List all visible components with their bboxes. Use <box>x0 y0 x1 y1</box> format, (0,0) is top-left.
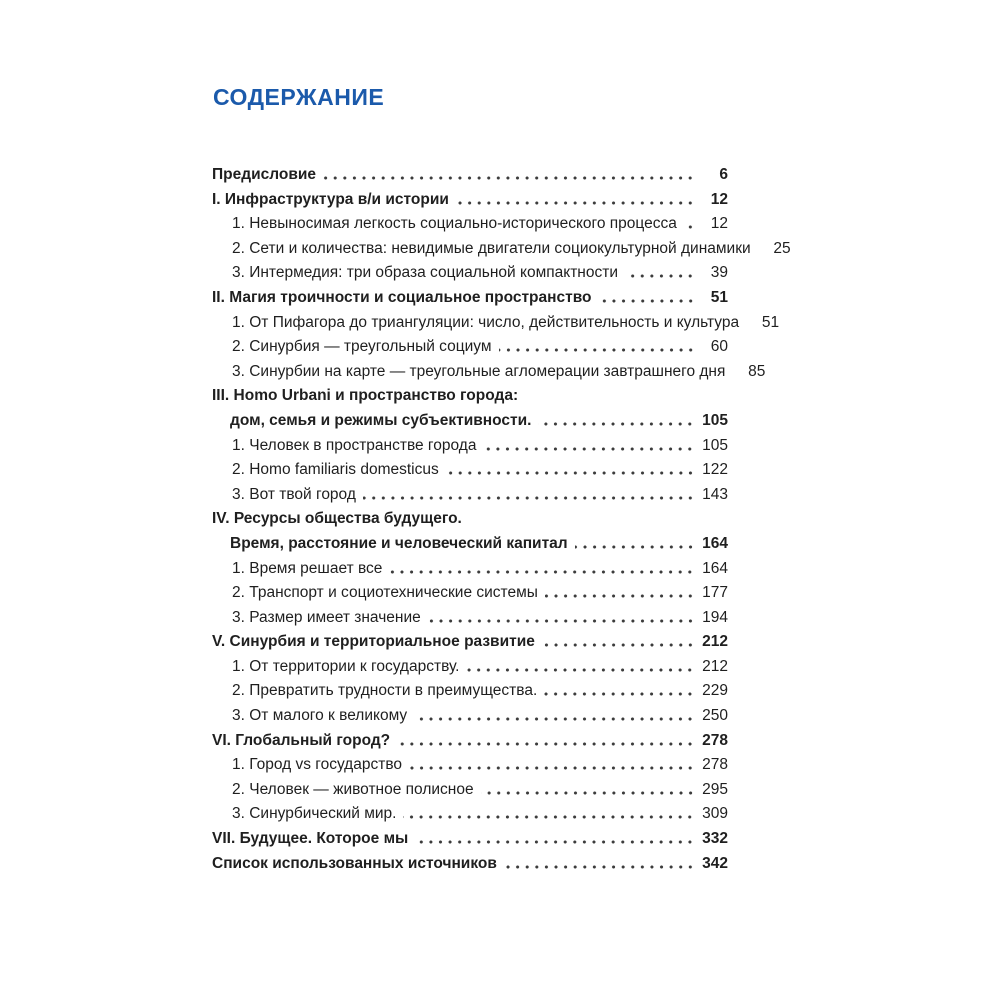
toc-entry <box>212 585 728 601</box>
toc-entry <box>212 167 728 183</box>
toc-entry-page: 278 <box>702 756 728 774</box>
toc-entry-label: 2. Сети и количества: невидимые двигатели социокультурной динамики <box>232 239 751 257</box>
dot-leader <box>599 299 695 303</box>
toc-entry <box>212 659 728 675</box>
toc-entry-page: 85 <box>748 362 766 380</box>
toc-entry-page: 342 <box>702 854 728 872</box>
toc-entry-page: 39 <box>710 264 728 282</box>
toc-entry <box>212 487 728 503</box>
toc-entry-page: 143 <box>702 485 728 503</box>
dot-leader <box>545 594 695 598</box>
toc-entry-page: 25 <box>773 239 791 257</box>
toc-entry-label: 1. Невыносимая легкость социально-исторического процесса <box>232 215 677 233</box>
toc-entry-label: 2. Homo familiaris domesticus <box>232 461 439 479</box>
dot-leader <box>389 570 695 574</box>
toc-entry <box>212 239 791 257</box>
dot-leader <box>323 176 695 180</box>
toc-entry-label: 1. Город vs государство <box>232 756 403 774</box>
toc-entry <box>212 362 766 380</box>
toc-content <box>212 84 791 880</box>
dot-leader <box>428 619 695 623</box>
toc-entry <box>212 339 728 355</box>
dot-leader <box>481 791 695 795</box>
toc-entry-page: 51 <box>761 313 780 331</box>
toc-entry <box>212 831 728 847</box>
dot-leader <box>504 865 695 869</box>
toc-entry-label: V. Синурбия и территориальное развитие <box>212 633 535 651</box>
toc-entry-page: 60 <box>710 338 728 356</box>
toc-entry <box>212 634 728 650</box>
toc-entry <box>212 462 728 478</box>
dot-leader <box>542 643 695 647</box>
toc-entry <box>212 757 728 773</box>
toc-entry-page: 177 <box>702 584 728 602</box>
dot-leader <box>625 274 695 278</box>
dot-leader <box>446 471 695 475</box>
toc-entry <box>212 782 728 798</box>
toc-entry-label: 1. От Пифагора до триангуляции: число, действительность и культура <box>232 313 740 331</box>
dot-leader <box>397 742 695 746</box>
page-title: СОДЕРЖАНИЕ <box>213 84 385 110</box>
toc-entry-label: 1. От территории к государству. <box>232 657 460 675</box>
toc-entry <box>212 192 728 208</box>
toc-entry-label: 1. Время решает все <box>232 559 383 577</box>
toc-entry <box>212 511 728 527</box>
toc-entry-page: 194 <box>702 608 728 626</box>
toc-entry-page: 212 <box>702 657 728 675</box>
dot-leader <box>499 348 696 352</box>
table-of-contents <box>212 166 791 872</box>
toc-entry-page: 122 <box>702 461 728 479</box>
toc-entry-page: 12 <box>710 215 728 233</box>
toc-entry-label: VII. Будущее. Которое мы <box>212 830 409 848</box>
toc-entry <box>212 733 728 749</box>
toc-entry-label: 3. От малого к великому <box>232 707 408 725</box>
dot-leader <box>456 201 695 205</box>
toc-entry-page: 164 <box>702 559 728 577</box>
toc-entry-label: 3. Размер имеет значение <box>232 608 421 626</box>
toc-entry-page: 212 <box>702 633 728 651</box>
toc-entry-page: 250 <box>702 707 728 725</box>
toc-entry-page: 12 <box>710 190 728 208</box>
dot-leader <box>409 766 695 770</box>
toc-entry-label: Время, расстояние и человеческий капитал <box>230 534 568 552</box>
toc-entry-page: 164 <box>702 534 728 552</box>
toc-entry-page: 309 <box>702 805 728 823</box>
toc-entry-label: Предисловие <box>212 166 317 183</box>
toc-entry <box>212 313 780 331</box>
toc-entry-page: 295 <box>702 780 728 798</box>
toc-entry-label: 3. Вот твой город <box>232 485 356 503</box>
toc-entry-page: 6 <box>719 166 728 183</box>
dot-leader <box>684 225 695 229</box>
toc-entry-label: Список использованных источников <box>212 854 497 872</box>
toc-entry-page: 51 <box>710 288 728 306</box>
dot-leader <box>403 815 695 819</box>
toc-entry <box>212 413 728 429</box>
toc-entry-label: 3. Синурбический мир. <box>232 805 397 823</box>
toc-entry <box>212 265 728 281</box>
toc-entry <box>212 290 728 306</box>
toc-entry-label: I. Инфраструктура в/и истории <box>212 190 449 208</box>
toc-entry <box>212 536 728 552</box>
toc-entry <box>212 610 728 626</box>
toc-entry <box>212 438 728 454</box>
toc-entry <box>212 683 728 699</box>
toc-entry-label: VI. Глобальный город? <box>212 731 391 749</box>
dot-leader <box>544 692 695 696</box>
toc-entry-label: 2. Синурбия — треугольный социум <box>232 338 492 356</box>
toc-entry-label: 2. Превратить трудности в преимущества. <box>232 682 538 700</box>
toc-entry <box>212 216 728 232</box>
toc-entry-label: 1. Человек в пространстве города <box>232 436 477 454</box>
dot-leader <box>466 668 695 672</box>
dot-leader <box>538 422 695 426</box>
toc-entry-label: III. Homo Urbani и пространство города: <box>212 387 519 405</box>
toc-entry-label: IV. Ресурсы общества будущего. <box>212 510 462 528</box>
toc-entry <box>212 856 728 872</box>
toc-entry <box>212 388 728 404</box>
toc-entry-page: 105 <box>702 436 728 454</box>
toc-entry-label: 3. Интермедия: три образа социальной компактности <box>232 264 618 282</box>
dot-leader <box>363 496 695 500</box>
toc-entry-label: 3. Синурбии на карте — треугольные агломерации завтрашнего дня <box>232 362 726 380</box>
toc-entry <box>212 561 728 577</box>
dot-leader <box>483 447 695 451</box>
toc-entry <box>212 708 728 724</box>
toc-entry-label: 2. Человек — животное полисное <box>232 780 474 798</box>
dot-leader <box>575 545 695 549</box>
toc-entry <box>212 806 728 822</box>
toc-entry-label: II. Магия троичности и социальное пространство <box>212 288 592 306</box>
toc-entry-label: дом, семья и режимы субъективности. <box>230 411 532 429</box>
dot-leader <box>414 717 695 721</box>
toc-entry-page: 105 <box>702 411 728 429</box>
toc-entry-page: 229 <box>702 682 728 700</box>
toc-entry-page: 278 <box>702 731 728 749</box>
dot-leader <box>415 840 695 844</box>
toc-entry-label: 2. Транспорт и социотехнические системы <box>232 584 538 602</box>
toc-entry-page: 332 <box>702 830 728 848</box>
